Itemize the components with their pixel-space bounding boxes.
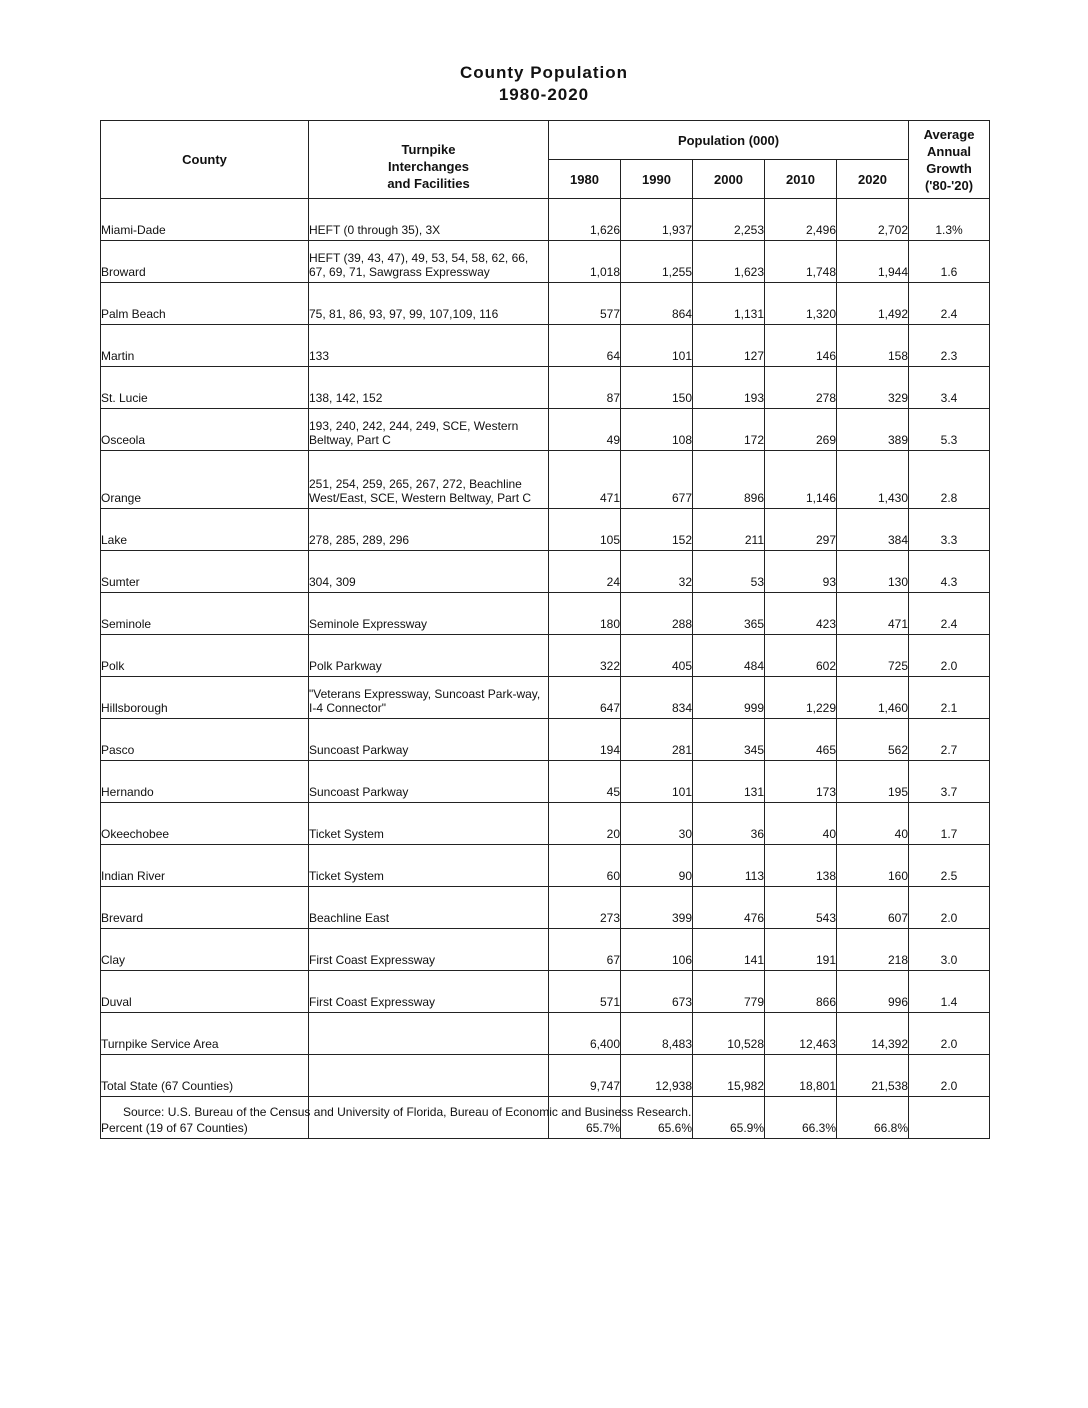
population-cell-2000: 484 <box>693 635 765 677</box>
population-cell-2000: 345 <box>693 719 765 761</box>
population-cell-1980: 65.7% <box>549 1097 621 1139</box>
growth-cell: 2.0 <box>909 1055 990 1097</box>
population-cell-1990: 101 <box>621 325 693 367</box>
header-growth-line-3: Growth <box>926 160 972 176</box>
table-row <box>101 845 990 887</box>
population-cell-2000: 36 <box>693 803 765 845</box>
table-row <box>101 199 990 241</box>
growth-cell: 1.7 <box>909 803 990 845</box>
population-cell-2020: 14,392 <box>837 1013 909 1055</box>
population-cell-1980: 1,018 <box>549 241 621 283</box>
header-year-2020: 2020 <box>837 160 909 199</box>
population-cell-2000: 193 <box>693 367 765 409</box>
table-body <box>101 199 990 1139</box>
population-cell-1980: 64 <box>549 325 621 367</box>
facilities-cell: HEFT (39, 43, 47), 49, 53, 54, 58, 62, 66, 67, 69, 71, Sawgrass Expressway <box>309 241 549 283</box>
county-cell: Sumter <box>101 551 309 593</box>
population-cell-2010: 278 <box>765 367 837 409</box>
growth-cell: 3.4 <box>909 367 990 409</box>
population-cell-2000: 365 <box>693 593 765 635</box>
header-year-1990: 1990 <box>621 160 693 199</box>
facilities-cell: Suncoast Parkway <box>309 719 549 761</box>
table-row <box>101 887 990 929</box>
table-row <box>101 409 990 451</box>
facilities-cell: Polk Parkway <box>309 635 549 677</box>
population-cell-2000: 10,528 <box>693 1013 765 1055</box>
growth-cell: 2.0 <box>909 635 990 677</box>
population-cell-2020: 1,492 <box>837 283 909 325</box>
county-cell: Hernando <box>101 761 309 803</box>
population-cell-1990: 834 <box>621 677 693 719</box>
facilities-cell <box>309 1013 549 1055</box>
population-cell-1990: 8,483 <box>621 1013 693 1055</box>
county-cell: Palm Beach <box>101 283 309 325</box>
growth-cell: 2.5 <box>909 845 990 887</box>
population-cell-1990: 399 <box>621 887 693 929</box>
population-cell-1990: 281 <box>621 719 693 761</box>
header-growth-line-2: Annual <box>926 143 972 159</box>
population-cell-1990: 12,938 <box>621 1055 693 1097</box>
growth-cell: 2.1 <box>909 677 990 719</box>
header-year-1980: 1980 <box>549 160 621 199</box>
growth-cell: 2.0 <box>909 887 990 929</box>
population-cell-2010: 423 <box>765 593 837 635</box>
population-cell-1980: 20 <box>549 803 621 845</box>
population-cell-2020: 607 <box>837 887 909 929</box>
growth-cell: 2.7 <box>909 719 990 761</box>
growth-cell: 3.3 <box>909 509 990 551</box>
growth-cell: 5.3 <box>909 409 990 451</box>
county-cell: Duval <box>101 971 309 1013</box>
population-cell-1980: 67 <box>549 929 621 971</box>
population-cell-1990: 673 <box>621 971 693 1013</box>
facilities-cell: 138, 142, 152 <box>309 367 549 409</box>
header-growth <box>909 121 990 199</box>
population-cell-1980: 1,626 <box>549 199 621 241</box>
population-cell-1980: 322 <box>549 635 621 677</box>
population-cell-2010: 40 <box>765 803 837 845</box>
header-population-group: Population (000) <box>549 121 909 160</box>
population-cell-1980: 273 <box>549 887 621 929</box>
population-cell-2000: 15,982 <box>693 1055 765 1097</box>
population-cell-2010: 18,801 <box>765 1055 837 1097</box>
table-row <box>101 241 990 283</box>
population-cell-2020: 130 <box>837 551 909 593</box>
header-facilities-line-1: Turnpike <box>401 142 456 157</box>
population-cell-1990: 150 <box>621 367 693 409</box>
population-cell-2000: 172 <box>693 409 765 451</box>
table-row <box>101 1055 990 1097</box>
population-cell-2000: 476 <box>693 887 765 929</box>
facilities-cell: HEFT (0 through 35), 3X <box>309 199 549 241</box>
population-cell-2000: 1,131 <box>693 283 765 325</box>
facilities-cell: 133 <box>309 325 549 367</box>
population-cell-2010: 191 <box>765 929 837 971</box>
table-row <box>101 803 990 845</box>
table-row <box>101 971 990 1013</box>
table-row <box>101 1013 990 1055</box>
population-cell-2020: 471 <box>837 593 909 635</box>
population-cell-2010: 1,146 <box>765 451 837 509</box>
table-row <box>101 509 990 551</box>
population-cell-2000: 999 <box>693 677 765 719</box>
county-cell: Pasco <box>101 719 309 761</box>
population-cell-2010: 543 <box>765 887 837 929</box>
population-cell-1990: 65.6% <box>621 1097 693 1139</box>
facilities-cell: 75, 81, 86, 93, 97, 99, 107,109, 116 <box>309 283 549 325</box>
population-cell-2020: 195 <box>837 761 909 803</box>
growth-cell: 2.3 <box>909 325 990 367</box>
population-cell-2000: 127 <box>693 325 765 367</box>
facilities-cell: Suncoast Parkway <box>309 761 549 803</box>
table-row <box>101 451 990 509</box>
population-cell-2000: 113 <box>693 845 765 887</box>
population-cell-2020: 996 <box>837 971 909 1013</box>
growth-cell: 2.4 <box>909 283 990 325</box>
county-cell: Osceola <box>101 409 309 451</box>
population-cell-2020: 562 <box>837 719 909 761</box>
header-year-2000: 2000 <box>693 160 765 199</box>
table-row <box>101 593 990 635</box>
population-cell-2010: 173 <box>765 761 837 803</box>
source-note: Source: U.S. Bureau of the Census and University of Florida, Bureau of Economic and Business Research. <box>123 1105 692 1119</box>
facilities-cell: 251, 254, 259, 265, 267, 272, Beachline West/East, SCE, Western Beltway, Part C <box>309 451 549 509</box>
county-cell: Total State (67 Counties) <box>101 1055 309 1097</box>
facilities-cell <box>309 1055 549 1097</box>
population-cell-2010: 465 <box>765 719 837 761</box>
header-facilities <box>309 121 549 199</box>
population-cell-2020: 1,944 <box>837 241 909 283</box>
county-cell: St. Lucie <box>101 367 309 409</box>
population-cell-2000: 1,623 <box>693 241 765 283</box>
population-cell-2000: 779 <box>693 971 765 1013</box>
population-cell-1990: 32 <box>621 551 693 593</box>
growth-cell: 3.7 <box>909 761 990 803</box>
population-cell-2000: 896 <box>693 451 765 509</box>
facilities-cell: First Coast Expressway <box>309 971 549 1013</box>
population-cell-2020: 1,430 <box>837 451 909 509</box>
table-row <box>101 367 990 409</box>
county-cell: Percent (19 of 67 Counties) <box>101 1097 309 1139</box>
county-cell: Hillsborough <box>101 677 309 719</box>
table-row <box>101 677 990 719</box>
population-cell-2020: 160 <box>837 845 909 887</box>
population-cell-1980: 60 <box>549 845 621 887</box>
growth-cell: 1.3% <box>909 199 990 241</box>
population-cell-1980: 24 <box>549 551 621 593</box>
population-cell-2020: 1,460 <box>837 677 909 719</box>
county-cell: Broward <box>101 241 309 283</box>
table-row <box>101 551 990 593</box>
growth-cell <box>909 1097 990 1139</box>
population-cell-2010: 1,748 <box>765 241 837 283</box>
population-cell-2020: 40 <box>837 803 909 845</box>
population-cell-1980: 6,400 <box>549 1013 621 1055</box>
population-cell-2010: 138 <box>765 845 837 887</box>
population-table <box>100 120 990 1139</box>
population-cell-2020: 389 <box>837 409 909 451</box>
header-facilities-line-3: and Facilities <box>387 176 470 191</box>
population-cell-2000: 53 <box>693 551 765 593</box>
title-line-2: 1980-2020 <box>498 85 590 104</box>
population-cell-1990: 101 <box>621 761 693 803</box>
population-cell-2000: 2,253 <box>693 199 765 241</box>
population-cell-2020: 158 <box>837 325 909 367</box>
facilities-cell: Beachline East <box>309 887 549 929</box>
county-cell: Brevard <box>101 887 309 929</box>
population-cell-2010: 12,463 <box>765 1013 837 1055</box>
population-cell-2010: 2,496 <box>765 199 837 241</box>
population-cell-2020: 66.8% <box>837 1097 909 1139</box>
facilities-cell: "Veterans Expressway, Suncoast Park-way, I-4 Connector" <box>309 677 549 719</box>
growth-cell: 1.6 <box>909 241 990 283</box>
population-cell-2020: 329 <box>837 367 909 409</box>
growth-cell: 4.3 <box>909 551 990 593</box>
population-cell-2000: 211 <box>693 509 765 551</box>
population-cell-1990: 108 <box>621 409 693 451</box>
population-cell-1980: 571 <box>549 971 621 1013</box>
growth-cell: 3.0 <box>909 929 990 971</box>
facilities-cell: Seminole Expressway <box>309 593 549 635</box>
population-cell-1990: 30 <box>621 803 693 845</box>
facilities-cell: Ticket System <box>309 803 549 845</box>
county-cell: Indian River <box>101 845 309 887</box>
population-cell-2010: 93 <box>765 551 837 593</box>
header-county: County <box>101 121 309 199</box>
table-row <box>101 719 990 761</box>
table-row <box>101 283 990 325</box>
growth-cell: 1.4 <box>909 971 990 1013</box>
population-cell-2000: 141 <box>693 929 765 971</box>
county-cell: Orange <box>101 451 309 509</box>
header-growth-line-4: ('80-'20) <box>924 177 974 193</box>
county-cell: Polk <box>101 635 309 677</box>
population-cell-2010: 66.3% <box>765 1097 837 1139</box>
page-title <box>0 62 1088 106</box>
population-cell-1980: 105 <box>549 509 621 551</box>
title-line-1: County Population <box>459 63 629 82</box>
population-cell-1990: 1,255 <box>621 241 693 283</box>
population-cell-2000: 65.9% <box>693 1097 765 1139</box>
table-row <box>101 761 990 803</box>
population-cell-1980: 9,747 <box>549 1055 621 1097</box>
population-cell-1990: 288 <box>621 593 693 635</box>
population-cell-1990: 90 <box>621 845 693 887</box>
population-cell-2020: 218 <box>837 929 909 971</box>
population-cell-2020: 384 <box>837 509 909 551</box>
population-cell-2010: 269 <box>765 409 837 451</box>
population-cell-2020: 21,538 <box>837 1055 909 1097</box>
population-cell-2010: 146 <box>765 325 837 367</box>
population-cell-2010: 866 <box>765 971 837 1013</box>
population-cell-2010: 297 <box>765 509 837 551</box>
header-facilities-line-2: Interchanges <box>388 159 469 174</box>
facilities-cell: Ticket System <box>309 845 549 887</box>
population-cell-2010: 1,229 <box>765 677 837 719</box>
county-cell: Miami-Dade <box>101 199 309 241</box>
population-cell-1990: 152 <box>621 509 693 551</box>
table-header <box>101 121 990 199</box>
population-cell-1980: 45 <box>549 761 621 803</box>
population-cell-1980: 471 <box>549 451 621 509</box>
county-cell: Clay <box>101 929 309 971</box>
population-cell-1980: 180 <box>549 593 621 635</box>
growth-cell: 2.0 <box>909 1013 990 1055</box>
header-year-2010: 2010 <box>765 160 837 199</box>
growth-cell: 2.8 <box>909 451 990 509</box>
county-cell: Seminole <box>101 593 309 635</box>
table-row <box>101 635 990 677</box>
population-cell-1990: 1,937 <box>621 199 693 241</box>
population-cell-1980: 49 <box>549 409 621 451</box>
facilities-cell: 193, 240, 242, 244, 249, SCE, Western Beltway, Part C <box>309 409 549 451</box>
population-cell-2000: 131 <box>693 761 765 803</box>
population-cell-1990: 864 <box>621 283 693 325</box>
county-cell: Martin <box>101 325 309 367</box>
table-row <box>101 325 990 367</box>
population-cell-1980: 647 <box>549 677 621 719</box>
growth-cell: 2.4 <box>909 593 990 635</box>
population-cell-1990: 106 <box>621 929 693 971</box>
facilities-cell: 278, 285, 289, 296 <box>309 509 549 551</box>
facilities-cell: 304, 309 <box>309 551 549 593</box>
facilities-cell: First Coast Expressway <box>309 929 549 971</box>
county-cell: Okeechobee <box>101 803 309 845</box>
county-cell: Lake <box>101 509 309 551</box>
population-cell-1980: 194 <box>549 719 621 761</box>
population-cell-1990: 677 <box>621 451 693 509</box>
county-cell: Turnpike Service Area <box>101 1013 309 1055</box>
table-row <box>101 929 990 971</box>
population-cell-2020: 725 <box>837 635 909 677</box>
population-cell-2020: 2,702 <box>837 199 909 241</box>
header-growth-line-1: Average <box>923 126 975 142</box>
population-cell-1990: 405 <box>621 635 693 677</box>
population-cell-1980: 87 <box>549 367 621 409</box>
population-cell-2010: 602 <box>765 635 837 677</box>
population-cell-1980: 577 <box>549 283 621 325</box>
population-cell-2010: 1,320 <box>765 283 837 325</box>
